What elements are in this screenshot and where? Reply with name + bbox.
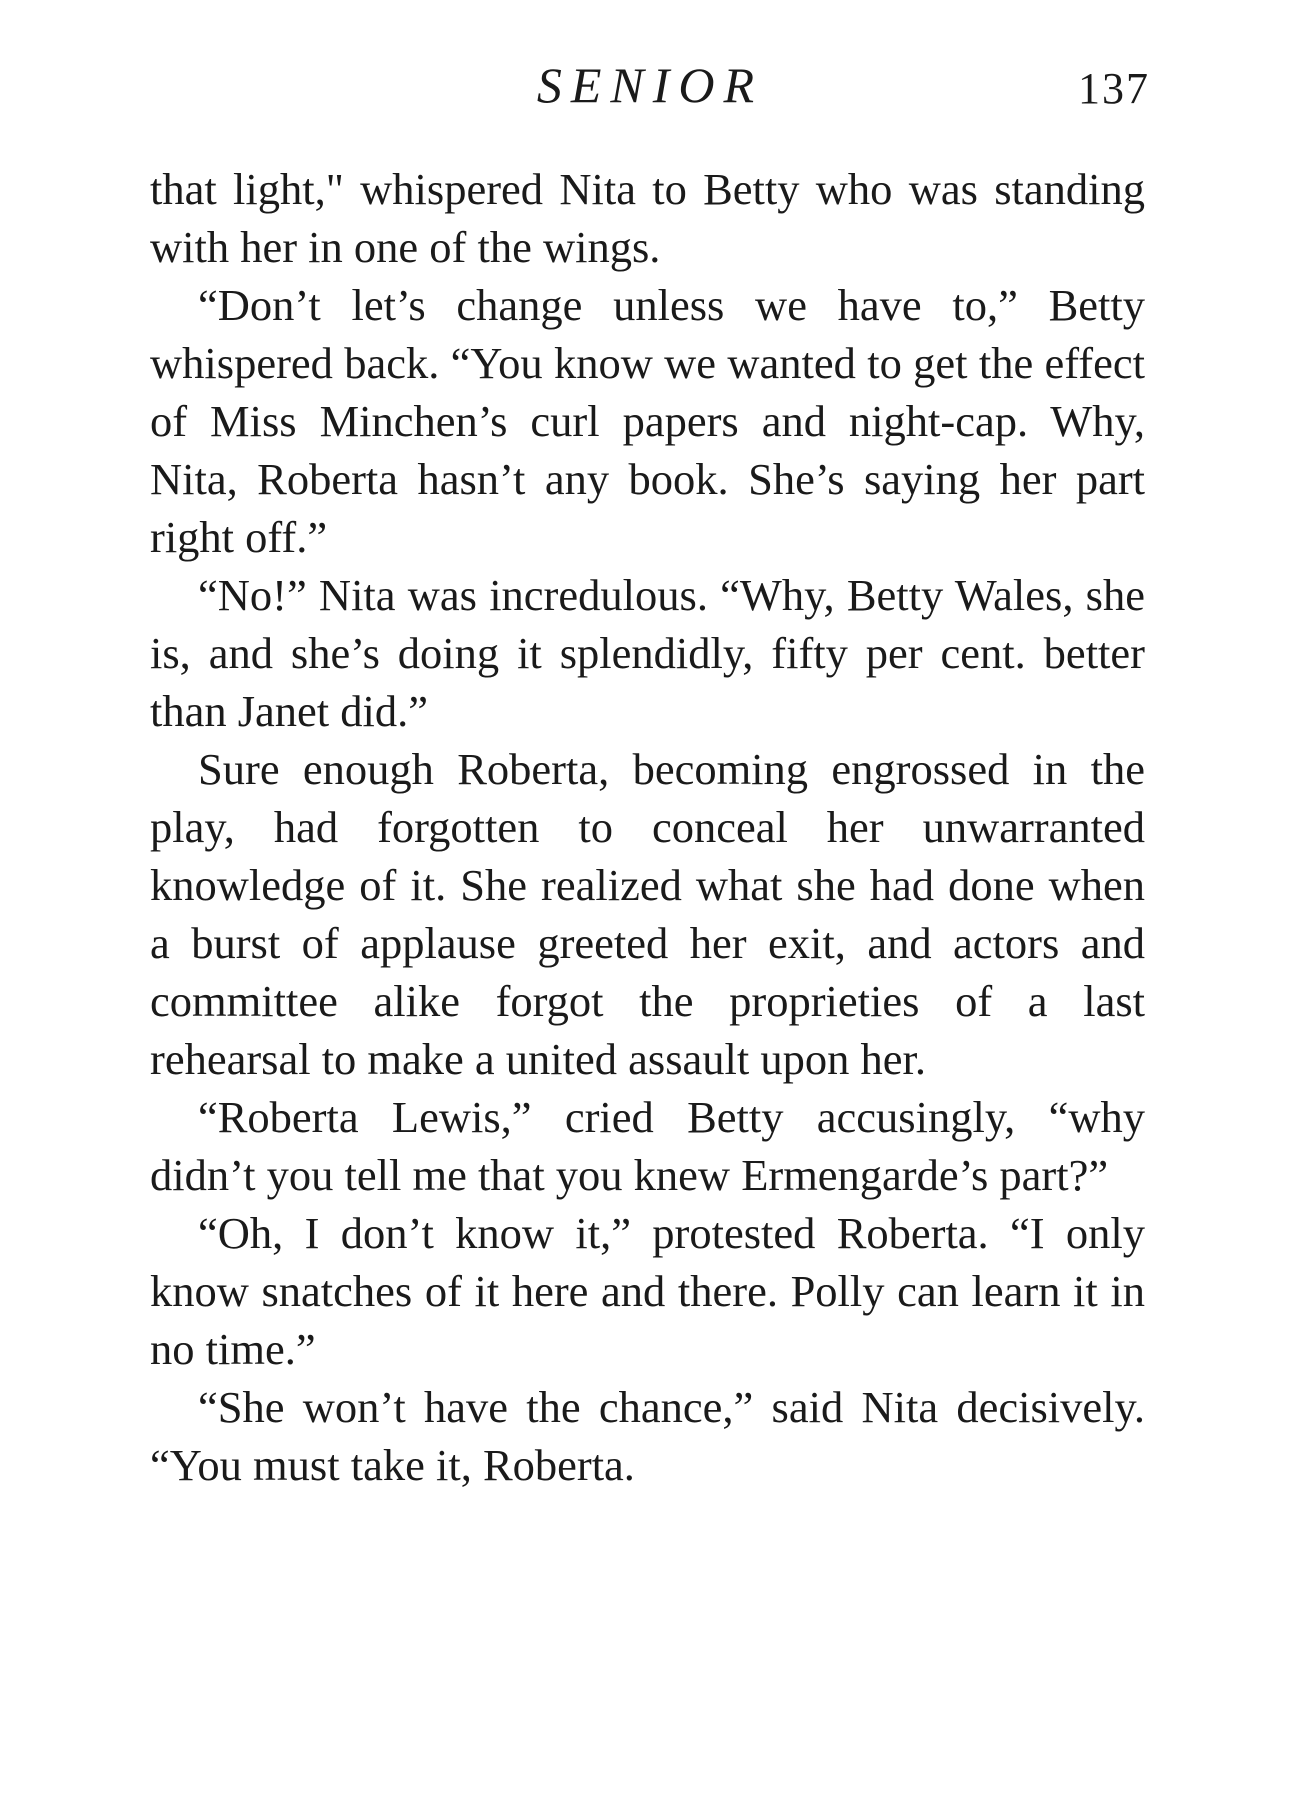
paragraph: “She won’t have the chance,” said Nita decisively. “You must take it, Roberta. [150,1382,1145,1490]
paragraph: “Don’t let’s change unless we have to,” Betty whispered back. “You know we wanted to get the effect of Miss Minchen’s curl papers and night-cap. Why, Nita, Roberta hasn’t any book. She’s saying her part right off.” [150,280,1145,562]
running-title: SENIOR [536,57,764,113]
body-text [150,160,1145,1494]
running-head [150,50,1150,120]
paragraph: “Oh, I don’t know it,” protested Roberta. “I only know snatches of it here and there. Polly can learn it in no time.” [150,1208,1145,1374]
paragraph: “Roberta Lewis,” cried Betty accusingly, “why didn’t you tell me that you knew Ermengarde’s part?” [150,1092,1145,1200]
page-number: 137 [1078,64,1150,113]
paragraph: “No!” Nita was incredulous. “Why, Betty Wales, she is, and she’s doing it splendidly, fifty per cent. better than Janet did.” [150,570,1145,736]
paragraph: Sure enough Roberta, becoming engrossed in the play, had forgotten to conceal her unwarranted knowledge of it. She realized what she had done when a burst of applause greeted her exit, and actors and committee alike forgot the proprieties of a last rehearsal to make a united assault upon her. [150,744,1145,1084]
paragraph: that light," whispered Nita to Betty who was standing with her in one of the wings. [150,164,1145,272]
